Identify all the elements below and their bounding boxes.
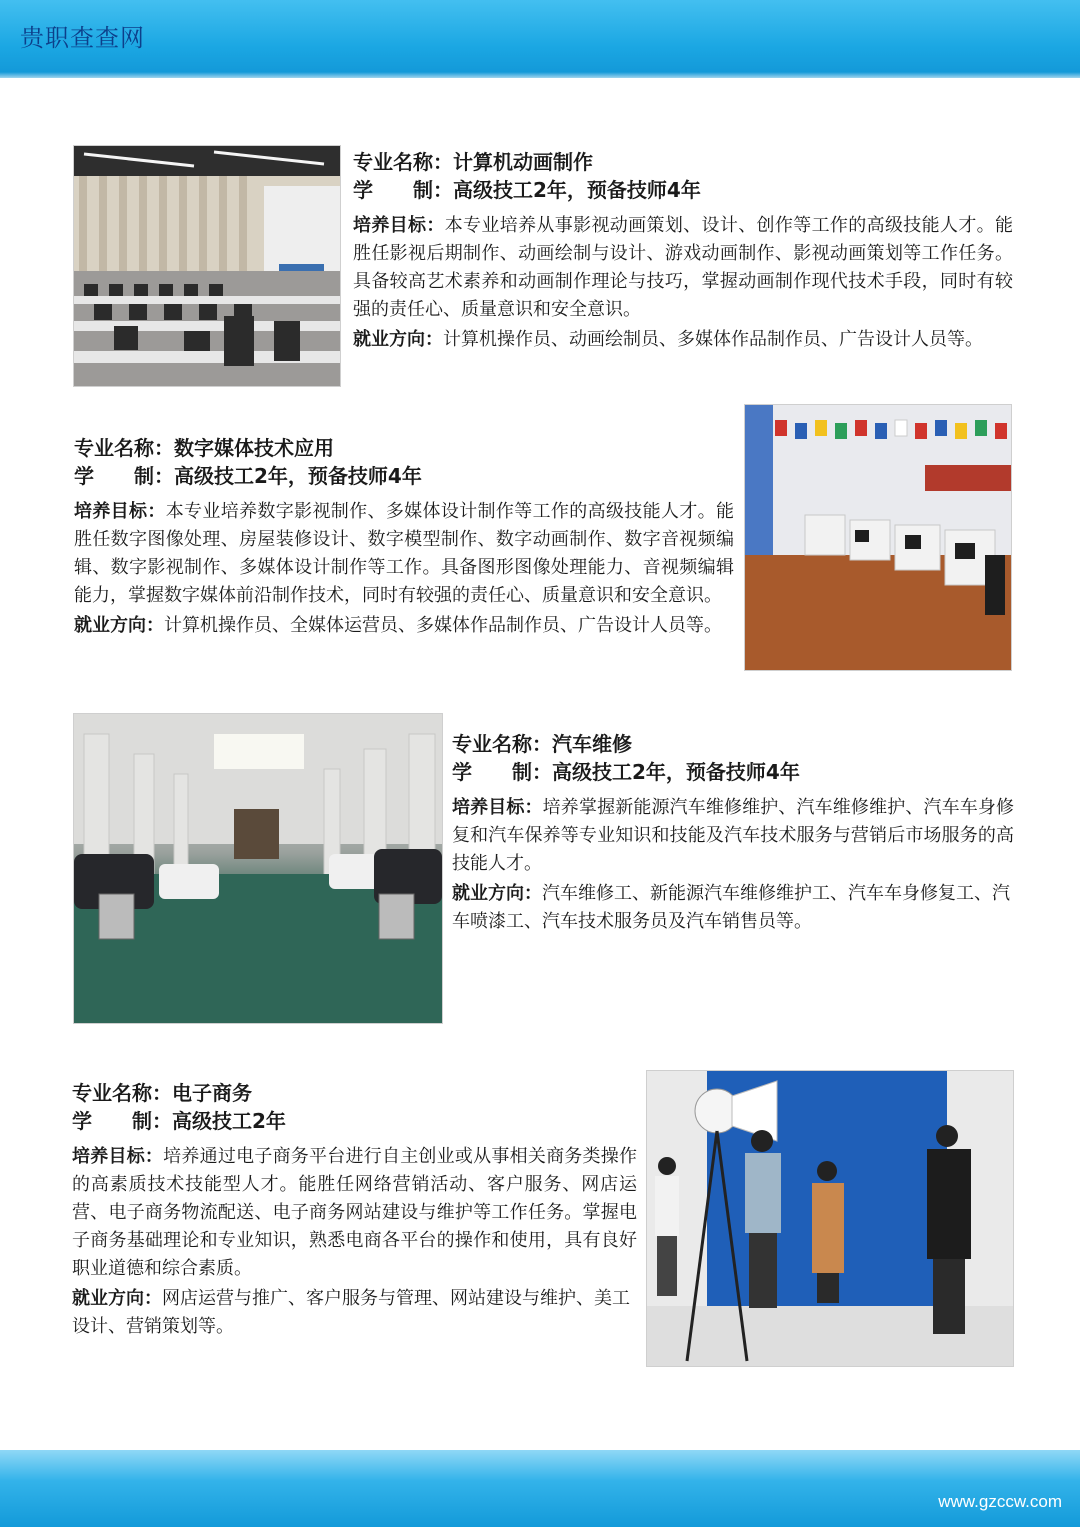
job-label: 就业方向：	[72, 1288, 162, 1309]
goal-text: 本专业培养从事影视动画策划、设计、创作等工作的高级技能人才。能胜任影视后期制作、动画绘制与设计、游戏动画制作、影视动画策划等工作任务。具备较高艺术素养和动画制作理论与技巧，掌握动画制作现代技术手段，同时有较强的责任心、质量意识和安全意识。	[353, 215, 1014, 320]
digital-media-lab-illustration	[745, 405, 1011, 670]
goal-text: 本专业培养数字影视制作、多媒体设计制作等工作的高级技能人才。能胜任数字图像处理、房屋装修设计、数字模型制作、数字动画制作、数字音视频编辑、数字影视制作、多媒体设计制作等工作。具备图形图像处理能力、音视频编辑能力，掌握数字媒体前沿制作技术，同时有较强的责任心、质量意识和安全意识。	[74, 501, 735, 606]
animation-lab-illustration	[74, 146, 340, 386]
footer-band	[0, 1450, 1080, 1527]
major-name: 电子商务	[172, 1081, 252, 1105]
study-length: 高级技工2年	[172, 1109, 286, 1133]
job-label: 就业方向：	[74, 615, 164, 636]
major-name-label: 专业名称：	[74, 436, 174, 460]
header-band	[0, 0, 1080, 78]
major-animation	[353, 148, 1013, 354]
major-name: 数字媒体技术应用	[174, 436, 334, 460]
goal-text: 培养通过电子商务平台进行自主创业或从事相关商务类操作的高素质技术技能型人才。能胜任网络营销活动、客户服务、网店运营、电子商务物流配送、电子商务网站建设与维护等工作任务。掌握电子商务基础理论和专业知识，熟悉电商各平台的操作和使用，具有良好职业道德和综合素质。	[72, 1146, 638, 1279]
job-text: 汽车维修工、新能源汽车维修维护工、汽车车身修复工、汽车喷漆工、汽车技术服务员及汽车销售员等。	[452, 883, 1010, 932]
study-length-label: 学 制：	[74, 464, 174, 488]
job-text: 网店运营与推广、客户服务与管理、网站建设与维护、美工设计、营销策划等。	[72, 1288, 630, 1337]
goal-text: 培养掌握新能源汽车维修维护、汽车维修维护、汽车车身修复和汽车保养等专业知识和技能及汽车技术服务与营销后市场服务的高技能人才。	[452, 797, 1015, 874]
animation-lab-photo	[73, 145, 341, 387]
major-name: 汽车维修	[552, 732, 632, 756]
major-ecommerce	[72, 1079, 637, 1341]
study-length: 高级技工2年，预备技师4年	[174, 464, 422, 488]
ecommerce-studio-illustration	[647, 1071, 1013, 1366]
ecommerce-studio-photo	[646, 1070, 1014, 1367]
goal-label: 培养目标：	[452, 797, 543, 818]
major-name-label: 专业名称：	[353, 150, 453, 174]
study-length-label: 学 制：	[452, 760, 552, 784]
site-url[interactable]: www.gzccw.com	[938, 1492, 1062, 1511]
goal-label: 培养目标：	[74, 501, 166, 522]
goal-label: 培养目标：	[353, 215, 445, 236]
digital-media-lab-photo	[744, 404, 1012, 671]
study-length: 高级技工2年，预备技师4年	[453, 178, 701, 202]
goal-label: 培养目标：	[72, 1146, 164, 1167]
site-brand[interactable]: 贵职查查网	[20, 24, 145, 52]
major-auto-repair	[452, 730, 1014, 936]
auto-workshop-photo	[73, 713, 443, 1024]
major-name-label: 专业名称：	[72, 1081, 172, 1105]
major-name-label: 专业名称：	[452, 732, 552, 756]
job-text: 计算机操作员、动画绘制员、多媒体作品制作员、广告设计人员等。	[443, 329, 983, 350]
major-name: 计算机动画制作	[453, 150, 593, 174]
job-label: 就业方向：	[353, 329, 443, 350]
study-length: 高级技工2年，预备技师4年	[552, 760, 800, 784]
auto-workshop-illustration	[74, 714, 442, 1023]
study-length-label: 学 制：	[353, 178, 453, 202]
major-digital-media	[74, 434, 734, 640]
job-label: 就业方向：	[452, 883, 542, 904]
job-text: 计算机操作员、全媒体运营员、多媒体作品制作员、广告设计人员等。	[164, 615, 722, 636]
study-length-label: 学 制：	[72, 1109, 172, 1133]
